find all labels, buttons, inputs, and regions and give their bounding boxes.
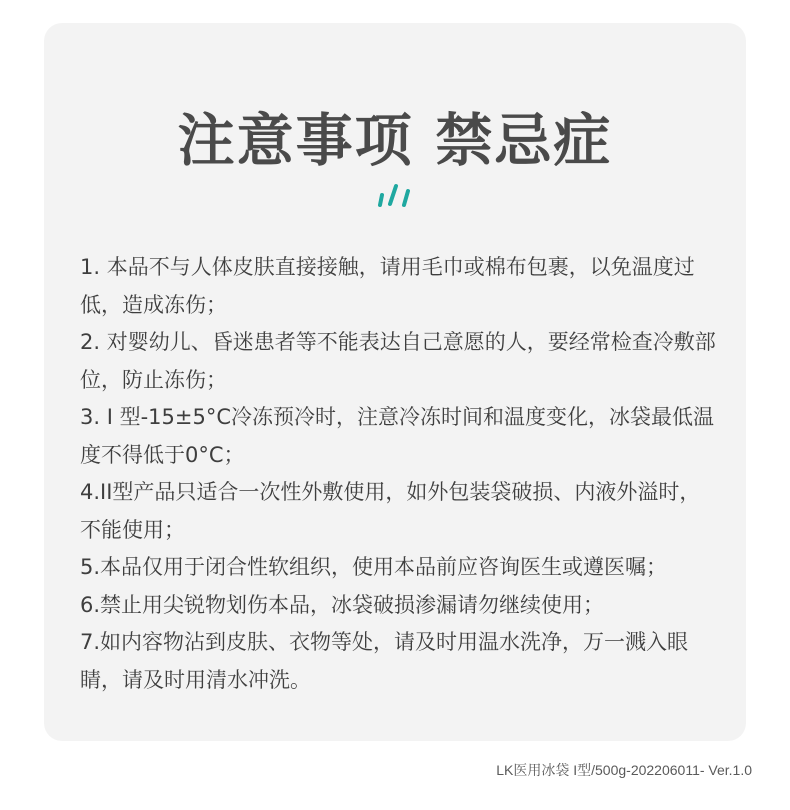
notice-list <box>80 249 720 699</box>
teal-slash-marks-icon <box>376 181 416 209</box>
page-title: 注意事项 禁忌症 <box>177 108 613 174</box>
list-item: 4.II型产品只适合一次性外敷使用，如外包装袋破损、内液外溢时，不能使用； <box>80 480 701 542</box>
list-item: 6.禁止用尖锐物划伤本品，冰袋破损渗漏请勿继续使用； <box>80 592 605 617</box>
version-footer: LK医用冰袋 I型/500g-202206011- Ver.1.0 <box>496 762 752 778</box>
list-item: 3. I 型-15±5°C冷冻预冷时，注意冷冻时间和温度变化，冰袋最低温度不得低于0°C； <box>80 405 714 467</box>
list-item: 5.本品仅用于闭合性软组织，使用本品前应咨询医生或遵医嘱； <box>80 555 668 579</box>
list-item: 2. 对婴幼儿、昏迷患者等不能表达自己意愿的人，要经常检查冷敷部位，防止冻伤； <box>80 330 716 392</box>
list-item: 1. 本品不与人体皮肤直接接触，请用毛巾或棉布包裹，以免温度过低，造成冻伤； <box>80 255 695 317</box>
notice-card <box>44 23 746 741</box>
list-item: 7.如内容物沾到皮肤、衣物等处，请及时用温水洗净，万一溅入眼睛，请及时用清水冲洗。 <box>80 630 689 692</box>
